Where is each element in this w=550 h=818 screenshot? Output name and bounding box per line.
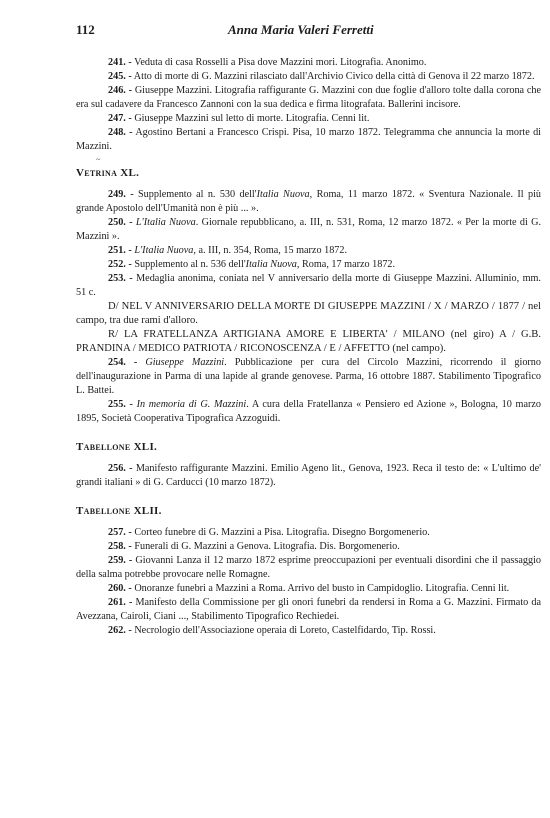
entry-number: 255. - [108, 399, 133, 410]
section-label: Tabellone [76, 505, 131, 517]
catalogue-entry-250 [76, 216, 541, 244]
catalogue-body [76, 56, 541, 638]
catalogue-entry-252 [76, 258, 541, 272]
entry-number: 248. - [108, 127, 133, 138]
entry-number: 254. - [108, 357, 138, 368]
catalogue-entry-245 [76, 70, 541, 84]
entry-number: 247. - [108, 113, 132, 124]
entry-text: Atto di morte di G. Mazzini rilasciato dall'Archivio Civico della città di Genova il 22 marzo 1872. [133, 71, 535, 82]
catalogue-entry-248 [76, 126, 541, 154]
entry-text: Manifesto della Commissione per gli onori funebri da rendersi in Roma a G. Mazzini. Firmato da Avezzana, Cairoli, Ciani ..., Stabilimento Tipografico Rechiedei. [76, 597, 541, 622]
entry-number: 253. - [108, 273, 133, 284]
entry-text-prefix: Supplemento al n. 530 dell' [137, 189, 257, 200]
catalogue-entry-258 [76, 540, 541, 554]
catalogue-entry-257 [76, 526, 541, 540]
catalogue-entry-255 [76, 398, 541, 426]
entry-text-suffix: . Pubblicazione per cura del Circolo Mazzini, ricorrendo il giorno dell'inaugurazione in Parma di una lapide al grande genovese. Parma, 16 ottobre 1887. Stabilimento Tipografico L. Battei. [76, 357, 541, 396]
section-heading-vetrina-xl [76, 166, 541, 180]
catalogue-entry-251 [76, 244, 541, 258]
spacer [76, 426, 541, 440]
page-number: 112 [76, 22, 95, 37]
section-label: Tabellone [76, 441, 131, 453]
entry-number: 258. - [108, 541, 132, 552]
entry-text-prefix: Supplemento al n. 536 dell' [134, 259, 246, 270]
entry-number: 262. - [108, 625, 132, 636]
medal-obverse-legend: D/ NEL V ANNIVERSARIO DELLA MORTE DI GIUSEPPE MAZZINI / X / MARZO / 1877 / nel campo, tra due rami d'alloro. [76, 301, 541, 326]
entry-text: Onoranze funebri a Mazzini a Roma. Arrivo del busto in Campidoglio. Litografia. Cenni lit. [134, 583, 510, 594]
entry-text: Funerali di G. Mazzini a Genova. Litografia. Dis. Borgomenerio. [134, 541, 400, 552]
section-number: XLI. [133, 441, 158, 453]
catalogue-entry-260 [76, 582, 541, 596]
entry-title: Italia Nuova [245, 259, 297, 270]
section-number: XL. [120, 167, 140, 179]
entry-text-suffix: , a. III, n. 354, Roma, 15 marzo 1872. [193, 245, 348, 256]
spacer [76, 180, 541, 188]
entry-text: Agostino Bertani a Francesco Crispi. Pisa, 10 marzo 1872. Telegramma che annuncia la morte di Mazzini. [76, 127, 542, 152]
catalogue-entry-254 [76, 356, 541, 398]
entry-text: Giuseppe Mazzini. Litografia raffigurante G. Mazzini con due foglie d'alloro tolte dalla corona che era sul cadavere da Francesco Zannoni con la sua dedica e firma litografata. Ballerini incisore. [76, 85, 541, 110]
entry-text: Manifesto raffigurante Mazzini. Emilio Ageno lit., Genova, 1923. Reca il testo de: « L'ultimo de' grandi italiani » di G. Carducci (10 marzo 1872). [76, 463, 541, 488]
entry-number: 251. - [108, 245, 132, 256]
medal-reverse-legend: R/ LA FRATELLANZA ARTIGIANA AMORE E LIBERTA' / MILANO (nel giro) A / G.B. PRANDINA / MEDICO PATRIOTA / RICONOSCENZA / E / AFFETTO (nel campo). [76, 329, 541, 354]
entry-text-suffix: , Roma, 11 marzo 1872. « Sventura Nazionale. Il più grande Apostolo dell'Umanità non è più ... ». [76, 189, 541, 214]
section-label: Vetrina [76, 167, 118, 179]
catalogue-entry-259 [76, 554, 541, 582]
entry-number: 249. - [108, 189, 134, 200]
catalogue-entry-262 [76, 624, 541, 638]
entry-number: 241. - [108, 57, 132, 68]
catalogue-entry-261 [76, 596, 541, 624]
catalogue-entry-247 [76, 112, 541, 126]
entry-number: 256. - [108, 463, 133, 474]
entry-text-suffix: . Giornale repubblicano, a. III, n. 531, Roma, 12 marzo 1872. « Per la morte di G. Mazzini ». [76, 217, 542, 242]
section-heading-tabellone-xlii [76, 504, 541, 518]
entry-number: 252. - [108, 259, 132, 270]
entry-number: 246. - [108, 85, 133, 96]
spacer [76, 490, 541, 504]
entry-text-suffix: , Roma, 17 marzo 1872. [296, 259, 396, 270]
entry-text-suffix: . A cura della Fratellanza « Pensiero ed Azione », Bologna, 10 marzo 1895, Società Cooperativa Tipografica Azzoguidi. [76, 399, 541, 424]
entry-text: Veduta di casa Rosselli a Pisa dove Mazzini mori. Litografia. Anonimo. [134, 57, 427, 68]
entry-number: 257. - [108, 527, 132, 538]
catalogue-entry-246 [76, 84, 541, 112]
entry-title: L'Italia Nuova [134, 245, 194, 256]
section-number: XLII. [133, 505, 162, 517]
entry-number: 260. - [108, 583, 132, 594]
entry-title: Giuseppe Mazzini [145, 357, 225, 368]
entry-title: In memoria di G. Mazzini [136, 399, 247, 410]
spacer [76, 454, 541, 462]
entry-text: Giuseppe Mazzini sul letto di morte. Litografia. Cenni lit. [134, 113, 370, 124]
entry-number: 250. - [108, 217, 133, 228]
catalogue-entry-253 [76, 272, 541, 300]
catalogue-entry-241 [76, 56, 541, 70]
entry-text: Corteo funebre di G. Mazzini a Pisa. Litografia. Disegno Borgomenerio. [134, 527, 430, 538]
catalogue-entry-249 [76, 188, 541, 216]
running-head: Anna Maria Valeri Ferretti [228, 22, 374, 37]
entry-number: 259. - [108, 555, 133, 566]
marginal-mark: ~ [96, 155, 101, 164]
entry-text: Necrologio dell'Associazione operaia di Loreto, Castelfidardo, Tip. Rossi. [134, 625, 436, 636]
entry-text: Medaglia anonima, coniata nel V anniversario della morte di Giuseppe Mazzini. Alluminio, mm. 51 c. [76, 273, 541, 298]
spacer [76, 518, 541, 526]
entry-title: L'Italia Nuova [135, 217, 196, 228]
catalogue-entry-256 [76, 462, 541, 490]
entry-title: Italia Nuova [256, 189, 310, 200]
entry-number: 261. - [108, 597, 133, 608]
section-heading-tabellone-xli [76, 440, 541, 454]
entry-number: 245. - [108, 71, 132, 82]
page-header [76, 22, 541, 42]
entry-text: Giovanni Lanza il 12 marzo 1872 esprime preoccupazioni per eventuali disordini che il passaggio della salma potrebbe provocare nelle Romagne. [76, 555, 541, 580]
